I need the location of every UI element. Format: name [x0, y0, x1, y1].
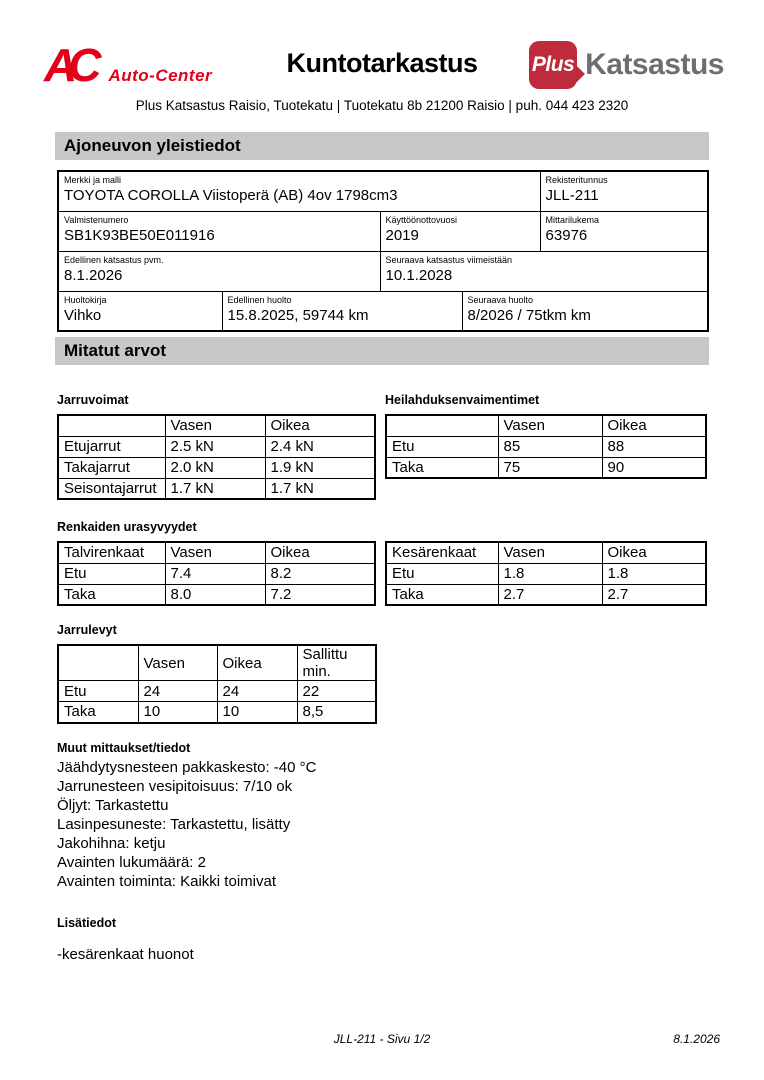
table-cell: 75 — [498, 457, 602, 478]
auto-center-name: Auto-Center — [108, 66, 213, 85]
table-row — [58, 681, 376, 702]
table-cell: Vasen — [498, 542, 602, 563]
field-value: 8/2026 / 75tkm km — [467, 306, 591, 324]
table-cell: 1.8 — [602, 563, 706, 584]
table-cell: 7.2 — [265, 584, 375, 605]
seuraava-huolto-cell — [462, 291, 708, 331]
table-cell: Oikea — [217, 645, 297, 681]
table-row — [386, 457, 706, 478]
table-row — [386, 584, 706, 605]
measurement-line: Jäähdytysnesteen pakkaskesto: -40 °C — [57, 758, 317, 776]
table-cell: 2.0 kN — [165, 457, 265, 478]
measurement-line: Jakohihna: ketju — [57, 834, 166, 852]
measurement-line: Avainten toiminta: Kaikki toimivat — [57, 872, 276, 890]
table-cell: Oikea — [265, 415, 375, 436]
field-label: Seuraava huolto — [467, 294, 534, 305]
field-label: Merkki ja malli — [64, 175, 122, 185]
edellinen-katsastus-cell — [58, 251, 380, 291]
report-header — [0, 0, 764, 96]
field-value: 8.1.2026 — [64, 266, 123, 284]
table-row — [58, 457, 375, 478]
table-cell: 1.7 kN — [265, 478, 375, 499]
table-row — [58, 584, 375, 605]
table-cell: Taka — [58, 584, 165, 605]
table-cell: 24 — [138, 681, 217, 702]
table-row — [58, 415, 375, 436]
footer-date: 8.1.2026 — [673, 1032, 720, 1046]
table-cell: Talvirenkaat — [58, 542, 165, 563]
muut-mittaukset-title: Muut mittaukset/tiedot — [57, 740, 191, 755]
edellinen-huolto-cell — [222, 291, 462, 331]
kesarenkaat-table — [385, 541, 707, 606]
table-cell: Oikea — [602, 542, 706, 563]
table-cell: 22 — [297, 681, 376, 702]
katsastus-word: Katsastus — [585, 48, 724, 81]
table-cell — [386, 415, 498, 436]
measurement-line: Jarrunesteen vesipitoisuus: 7/10 ok — [57, 777, 293, 795]
field-value: Vihko — [64, 306, 102, 324]
field-value: 10.1.2028 — [385, 266, 453, 284]
lisatiedot-block — [57, 916, 764, 964]
talvirenkaat-block — [57, 541, 374, 606]
section-banner-measured-values: Mitatut arvot — [55, 337, 709, 365]
table-row — [58, 291, 708, 331]
jarruvoimat-title: Jarruvoimat — [57, 393, 129, 407]
heilahduksenvaimentimet-title: Heilahduksenvaimentimet — [385, 393, 540, 407]
vehicle-info-table — [57, 170, 709, 332]
field-value: 63976 — [545, 226, 588, 244]
table-cell: Etu — [386, 436, 498, 457]
merkki-ja-malli-cell — [58, 171, 540, 211]
table-cell — [58, 645, 138, 681]
talvirenkaat-table — [57, 541, 376, 606]
table-row — [58, 171, 708, 211]
table-row — [386, 436, 706, 457]
field-label: Rekisteritunnus — [545, 175, 608, 185]
table-row — [58, 645, 376, 681]
jarruvoimat-block — [57, 414, 374, 500]
table-row — [58, 211, 708, 251]
table-cell: Taka — [58, 702, 138, 723]
jarruvoimat-table — [57, 414, 376, 500]
renkaiden-urasyvyydet-title: Renkaiden urasyvyydet — [57, 520, 197, 534]
station-address: Plus Katsastus Raisio, Tuotekatu | Tuotekatu 8b 21200 Raisio | puh. 044 423 2320 — [135, 98, 629, 113]
jarrulevyt-block — [57, 644, 375, 724]
plus-word: Plus — [531, 53, 575, 76]
field-label: Huoltokirja — [64, 294, 107, 305]
table-cell: Seisontajarrut — [58, 478, 165, 499]
huoltokirja-cell — [58, 291, 222, 331]
measurement-line: Avainten lukumäärä: 2 — [57, 853, 206, 871]
section-banner-vehicle-info: Ajoneuvon yleistiedot — [55, 132, 709, 160]
table-row — [58, 251, 708, 291]
mittarilukema-cell — [540, 211, 708, 251]
table-cell: Kesärenkaat — [386, 542, 498, 563]
field-label: Edellinen huolto — [227, 294, 292, 305]
table-row — [58, 563, 375, 584]
table-cell: 8.0 — [165, 584, 265, 605]
table-cell: Sallittu min. — [297, 645, 376, 681]
table-row — [386, 542, 706, 563]
field-label: Edellinen katsastus pvm. — [64, 254, 164, 265]
page-title: Kuntotarkastus — [286, 48, 478, 78]
table-cell: 85 — [498, 436, 602, 457]
valmistenumero-cell — [58, 211, 380, 251]
measurement-line: Öljyt: Tarkastettu — [57, 796, 169, 814]
field-value: 15.8.2025, 59744 km — [227, 306, 369, 324]
seuraava-katsastus-cell — [380, 251, 708, 291]
kesarenkaat-block — [385, 541, 705, 606]
table-cell: Takajarrut — [58, 457, 165, 478]
table-cell: 7.4 — [165, 563, 265, 584]
auto-center-monogram-icon: AC — [44, 39, 93, 91]
table-cell: Etujarrut — [58, 436, 165, 457]
field-label: Käyttöönottovuosi — [385, 214, 458, 225]
muut-mittaukset-block — [57, 741, 764, 891]
heilahduksenvaimentimet-block — [385, 414, 705, 500]
table-cell: Etu — [386, 563, 498, 584]
field-value: JLL-211 — [545, 187, 599, 204]
table-row — [58, 436, 375, 457]
table-row — [386, 415, 706, 436]
table-cell: 1.8 — [498, 563, 602, 584]
table-row — [58, 478, 375, 499]
table-cell: Taka — [386, 584, 498, 605]
table-cell: 24 — [217, 681, 297, 702]
field-value: SB1K93BE50E011916 — [64, 226, 215, 244]
table-cell: Vasen — [498, 415, 602, 436]
table-cell: 1.9 kN — [265, 457, 375, 478]
table-cell — [58, 415, 165, 436]
heilahduksenvaimentimet-table — [385, 414, 707, 479]
field-label: Valmistenumero — [64, 214, 129, 225]
titles-row — [57, 393, 764, 407]
measurement-line: Lasinpesuneste: Tarkastettu, lisätty — [57, 815, 291, 833]
table-cell: 10 — [217, 702, 297, 723]
table-cell: Vasen — [165, 542, 265, 563]
measure-row-1 — [57, 414, 764, 500]
page-footer — [0, 1032, 764, 1048]
table-cell: Etu — [58, 563, 165, 584]
table-cell: 2.7 — [602, 584, 706, 605]
field-label: Seuraava katsastus viimeistään — [385, 254, 513, 265]
table-cell: Taka — [386, 457, 498, 478]
table-row — [58, 702, 376, 723]
table-cell: Vasen — [165, 415, 265, 436]
table-cell: Oikea — [265, 542, 375, 563]
table-cell: 8.2 — [265, 563, 375, 584]
table-cell: 10 — [138, 702, 217, 723]
table-cell: Vasen — [138, 645, 217, 681]
table-cell: 2.5 kN — [165, 436, 265, 457]
table-cell: 8,5 — [297, 702, 376, 723]
field-label: Mittarilukema — [545, 214, 600, 225]
lisatiedot-title: Lisätiedot — [57, 915, 117, 930]
field-value: 2019 — [385, 226, 419, 244]
table-cell: 90 — [602, 457, 706, 478]
lisatiedot-line: -kesärenkaat huonot — [57, 945, 194, 963]
plus-badge-icon — [529, 41, 577, 89]
footer-page-number: JLL-211 - Sivu 1/2 — [333, 1032, 431, 1046]
table-cell: 88 — [602, 436, 706, 457]
table-row — [58, 542, 375, 563]
table-cell: 2.4 kN — [265, 436, 375, 457]
table-cell: Etu — [58, 681, 138, 702]
table-cell: 2.7 — [498, 584, 602, 605]
table-cell: 1.7 kN — [165, 478, 265, 499]
jarrulevyt-table — [57, 644, 377, 724]
field-value: TOYOTA COROLLA Viistoperä (AB) 4ov 1798cm3 — [64, 187, 398, 204]
measure-row-2 — [57, 541, 764, 606]
rekisteritunnus-cell — [540, 171, 708, 211]
kayttoonottovuosi-cell — [380, 211, 540, 251]
jarrulevyt-title: Jarrulevyt — [57, 623, 117, 637]
table-cell: Oikea — [602, 415, 706, 436]
table-row — [386, 563, 706, 584]
